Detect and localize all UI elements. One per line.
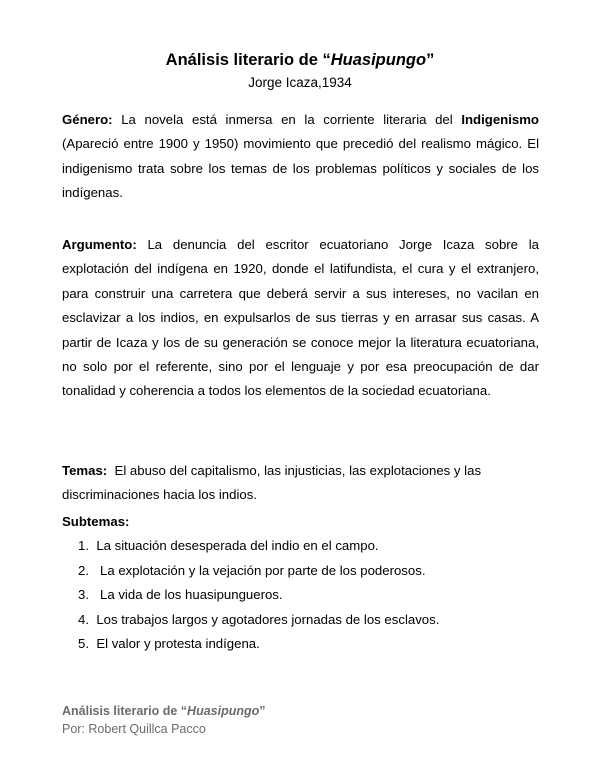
subtemas-label: Subtemas:: [62, 514, 130, 529]
footer-title-prefix: Análisis literario de “: [62, 704, 188, 718]
list-item-number: 5.: [78, 636, 89, 651]
argumento-paragraph: [62, 233, 539, 404]
footer-author: Por: Robert Quillca Pacco: [62, 722, 206, 736]
list-item: [78, 536, 439, 561]
argumento-label: Argumento:: [62, 237, 137, 252]
list-item: [78, 634, 439, 659]
genero-text-after: (Apareció entre 1900 y 1950) movimiento que precedió del realismo mágico. El indigenismo trata sobre los temas de los problemas políticos y sociales de los indígenas.: [62, 136, 539, 201]
genero-text-before: La novela está inmersa en la corriente literaria del: [112, 112, 462, 127]
list-item-number: 2.: [78, 562, 89, 578]
list-item: [78, 561, 439, 586]
title-prefix: Análisis literario de “: [165, 51, 331, 69]
genero-highlight: Indigenismo: [461, 112, 539, 127]
title-suffix: ”: [426, 51, 435, 69]
document-title: [0, 50, 600, 70]
genero-label: Género:: [62, 112, 113, 127]
list-item: [78, 610, 439, 635]
footer-title-work: Huasipungo: [187, 704, 260, 718]
list-item-text: La vida de los huasipungueros.: [100, 587, 283, 602]
title-work: Huasipungo: [330, 51, 427, 69]
temas-text: El abuso del capitalismo, las injusticias, las explotaciones y las discriminaciones hacia los indios.: [62, 463, 485, 503]
list-item-number: 4.: [78, 611, 89, 627]
temas-paragraph: [62, 459, 539, 508]
list-item-text: La explotación y la vejación por parte de los poderosos.: [100, 562, 426, 578]
list-item-text: El valor y protesta indígena.: [96, 636, 260, 651]
list-item-number: 1.: [78, 538, 89, 553]
temas-label: Temas:: [62, 463, 108, 478]
genero-paragraph: [62, 108, 539, 206]
list-item-number: 3.: [78, 587, 89, 602]
list-item: [78, 585, 439, 610]
subtemas-list: [78, 536, 439, 659]
document-subtitle: Jorge Icaza,1934: [248, 75, 352, 90]
footer-title: [62, 703, 266, 719]
footer-title-suffix: ”: [259, 704, 266, 718]
list-item-text: La situación desesperada del indio en el campo.: [96, 538, 379, 553]
argumento-text: La denuncia del escritor ecuatoriano Jorge Icaza sobre la explotación del indígena en 1920, donde el latifundista, el cura y el extranjero, para construir una carretera que deberá servir a sus intereses, no vacilan en esclavizar a los indios, en expulsarlos de sus tierras y en arrasar sus casas. A partir de Icaza y los de su generación se conoce mejor la literatura ecuatoriana, no solo por el referente, sino por el lenguaje y por esa preocupación de dar tonalidad y coherencia a todos los elementos de la sociedad ecuatoriana.: [62, 237, 539, 399]
list-item-text: Los trabajos largos y agotadores jornadas de los esclavos.: [96, 611, 440, 627]
